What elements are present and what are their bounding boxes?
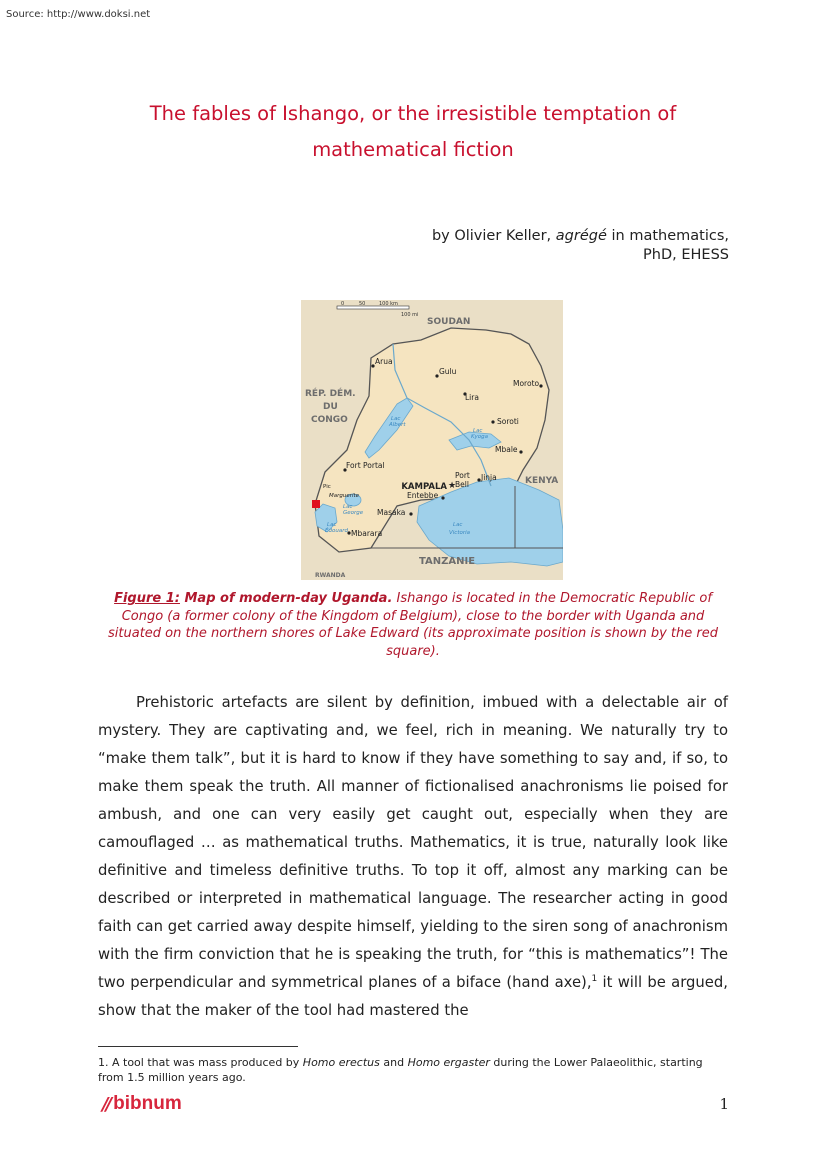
scale-label-0: 0 — [341, 301, 345, 307]
lake-edward-label-2: Édouard — [325, 528, 348, 534]
city-gulu: Gulu — [439, 367, 457, 376]
footnote-species-2: Homo ergaster — [407, 1056, 490, 1069]
lake-edward-label-1: Lac — [327, 522, 337, 528]
author-degree: agrégé — [555, 228, 607, 244]
bibnum-logo-icon: // — [102, 1093, 110, 1115]
city-kampala: KAMPALA — [401, 482, 447, 492]
footnote-number: 1. — [98, 1056, 109, 1069]
city-jinja: Jinja — [481, 473, 497, 482]
label-rwanda: RWANDA — [315, 572, 346, 579]
ishango-marker — [312, 500, 320, 508]
city-port-bell-2: Bell — [455, 480, 469, 489]
lake-albert-label-2: Albert — [389, 422, 406, 428]
dot-moroto — [539, 384, 542, 387]
author-block — [432, 227, 729, 265]
lake-kyoga-label-1: Lac — [473, 428, 483, 434]
bibnum-logo-text: bibnum — [113, 1093, 182, 1114]
label-rdc-2: DU — [323, 402, 338, 412]
city-mbale: Mbale — [495, 445, 518, 454]
author-line-2: PhD, EHESS — [643, 247, 729, 263]
city-pic-2: Marguerite — [329, 493, 360, 499]
dot-soroti — [491, 420, 494, 423]
city-port-bell-1: Port — [455, 471, 470, 480]
figure-text: Ishango is located in the Democratic Republic of Congo (a former colony of the Kingdom of Belgium), close to the border with Uganda and situated on the northern shores of Lake Edward (its approximate position is shown by the red square). — [108, 591, 718, 659]
label-soudan: SOUDAN — [427, 317, 471, 327]
scale-label-km: 100 km — [379, 301, 398, 307]
dot-masaka — [409, 512, 412, 515]
paragraph-1-text: Prehistoric artefacts are silent by definition, imbued with a delectable air of mystery. They are captivating and, we feel, rich in meaning. We naturally try to “make them talk”, but it is hard to know if they have something to say and, if so, to make them speak the truth. All manner of fictionalised anachronisms lie poised for ambush, and one can very easily get caught out, especially when they are camouflaged … as mathematical truths. Mathematics, it is true, naturally look like definitive and timeless definitive truths. To top it off, almost any marking can be described or interpreted in mathematical language. The researcher acting in good faith can get carried away despite himself, yielding to the siren song of anachronism with the firm conviction that he is speaking the truth, for “this is mathematics”! The two perpendicular and symmetrical planes of a biface (hand axe), — [98, 694, 728, 991]
author-suffix: in mathematics, — [606, 228, 729, 244]
figure-title: Map of modern-day Uganda. — [179, 591, 393, 606]
city-lira: Lira — [465, 393, 479, 402]
scale-label-50: 50 — [359, 301, 366, 307]
uganda-map-graphic — [301, 300, 563, 580]
footnote — [98, 1055, 728, 1085]
source-line: Source: http://www.doksi.net — [6, 9, 151, 20]
lake-albert-label-1: Lac — [391, 416, 401, 422]
page-number: 1 — [719, 1095, 729, 1113]
label-rdc-3: CONGO — [311, 415, 348, 425]
paragraph-1 — [98, 689, 728, 1025]
paragraph-1-end: it will be argued, show that the maker of the tool had mastered the — [98, 974, 728, 1019]
city-entebbe: Entebbe — [407, 491, 439, 500]
footnote-text-a: A tool that was mass produced by — [108, 1056, 303, 1069]
dot-mbale — [519, 450, 522, 453]
scale-bar — [337, 306, 409, 309]
uganda-map — [301, 300, 563, 580]
label-rdc-1: RÉP. DÉM. — [305, 389, 356, 399]
author-prefix: by Olivier Keller, — [431, 228, 556, 244]
scale-label-mi: 100 mi — [401, 312, 419, 318]
bibnum-logo — [102, 1093, 182, 1115]
lake-victoria-label-2: Victoria — [449, 530, 470, 536]
figure-label: Figure 1: — [114, 591, 180, 606]
body-text — [98, 689, 728, 1025]
footnote-ref[interactable]: 1 — [591, 974, 598, 985]
label-tanzanie: TANZANIE — [419, 556, 476, 567]
figure-caption — [98, 590, 728, 660]
city-fort-portal: Fort Portal — [346, 461, 385, 470]
footnote-text-c: during the Lower Palaeolithic, starting from 1.5 million years ago. — [98, 1056, 703, 1084]
lake-kyoga-label-2: Kyoga — [471, 434, 488, 440]
author-line-1 — [432, 227, 729, 246]
city-soroti: Soroti — [497, 417, 519, 426]
city-pic-1: Pic — [323, 484, 331, 490]
city-arua: Arua — [375, 357, 393, 366]
city-masaka: Masaka — [377, 508, 406, 517]
title-line-2: mathematical fiction — [312, 138, 514, 161]
lake-victoria-label-1: Lac — [453, 522, 463, 528]
dot-entebbe — [441, 496, 444, 499]
lake-george-label-1: Lac — [343, 504, 353, 510]
lake-george-label-2: George — [343, 510, 364, 516]
city-moroto: Moroto — [513, 379, 540, 388]
footnote-species-1: Homo erectus — [302, 1056, 380, 1069]
document-title — [98, 96, 728, 168]
star-kampala: ★ — [448, 481, 457, 491]
label-kenya: KENYA — [525, 476, 559, 486]
city-mbarara: Mbarara — [351, 529, 383, 538]
footnote-divider — [98, 1046, 298, 1047]
title-line-1: The fables of Ishango, or the irresistible temptation of — [149, 102, 677, 125]
footnote-text-b: and — [379, 1056, 408, 1069]
